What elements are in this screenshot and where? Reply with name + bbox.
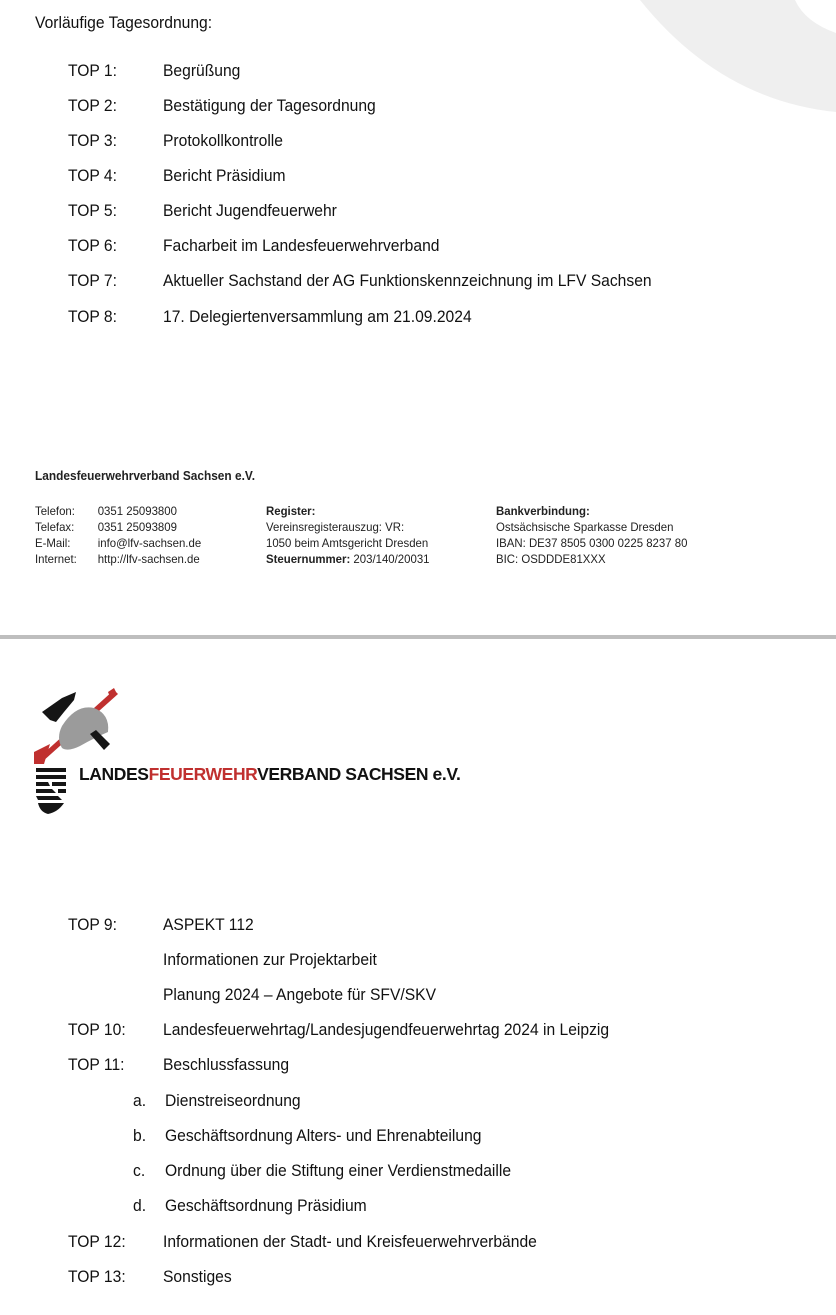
contact-email: info@lfv-sachsen.de [97,536,202,550]
footer-contact [35,503,201,567]
agenda-item-text: Beschlussfassung [163,1055,290,1074]
bank-name: Ostsächsische Sparkasse Dresden [496,520,674,534]
page-separator [0,635,836,639]
subitem-text: Geschäftsordnung Alters- und Ehrenabteilung [165,1126,482,1145]
footer-bank [496,503,687,567]
agenda-item-label: TOP 3: [68,131,117,150]
agenda-item-text: Facharbeit im Landesfeuerwehrverband [163,236,440,255]
agenda-item-label: TOP 1: [68,61,117,80]
contact-fax: 0351 25093809 [97,520,177,534]
contact-key: E-Mail: [35,536,71,550]
footer-org-name: Landesfeuerwehrverband Sachsen e.V. [35,469,256,483]
agenda-item-label: TOP 2: [68,96,117,115]
bank-bic: BIC: OSDDDE81XXX [496,552,606,566]
agenda-item-text: Aktueller Sachstand der AG Funktionskennzeichnung im LFV Sachsen [163,271,652,290]
contact-phone: 0351 25093800 [97,504,177,518]
agenda-item-label: TOP 9: [68,915,117,934]
subitem-text: Dienstreiseordnung [165,1091,301,1110]
agenda-item-text: Bestätigung der Tagesordnung [163,96,376,115]
agenda-item-text: Protokollkontrolle [163,131,283,150]
contact-key: Internet: [35,552,77,566]
agenda-item-text: Bericht Präsidium [163,166,286,185]
agenda-item-label: TOP 5: [68,201,117,220]
agenda-item-label: TOP 10: [68,1020,126,1039]
agenda-item-text: 17. Delegiertenversammlung am 21.09.2024 [163,307,472,326]
subitem-text: Geschäftsordnung Präsidium [165,1196,367,1215]
logo-wordmark [79,764,460,785]
agenda-subitem: Planung 2024 – Angebote für SFV/SKV [163,985,437,1004]
contact-key: Telefax: [35,520,75,534]
register-title: Register: [266,504,316,518]
agenda-item-text: Sonstiges [163,1267,232,1286]
logo-text-verband: VERBAND SACHSEN e.V. [257,764,461,784]
agenda-item-text: Begrüßung [163,61,241,80]
subitem-marker: d. [133,1196,147,1215]
agenda-item-label: TOP 6: [68,236,117,255]
subitem-text: Ordnung über die Stiftung einer Verdienstmedaille [165,1161,512,1180]
agenda-item-label: TOP 12: [68,1232,126,1251]
agenda-item-text: Landesfeuerwehrtag/Landesjugendfeuerwehrtag 2024 in Leipzig [163,1020,610,1039]
agenda-item-text: Bericht Jugendfeuerwehr [163,201,337,220]
agenda-heading: Vorläufige Tagesordnung: [35,13,213,32]
agenda-item-label: TOP 4: [68,166,117,185]
agenda-item-text: ASPEKT 112 [163,915,254,934]
footer-register [266,503,430,567]
logo-text-feuerwehr: FEUERWEHR [148,764,258,784]
register-line: Vereinsregisterauszug: VR: [266,520,405,534]
bank-iban: IBAN: DE37 8505 0300 0225 8237 80 [496,536,688,550]
subitem-marker: a. [133,1091,147,1110]
tax-label: Steuernummer: [266,552,351,566]
subitem-marker: b. [133,1126,147,1145]
contact-website: http://lfv-sachsen.de [97,552,200,566]
agenda-subitem: Informationen zur Projektarbeit [163,950,377,969]
agenda-item-label: TOP 7: [68,271,117,290]
contact-key: Telefon: [35,504,75,518]
register-line: 1050 beim Amtsgericht Dresden [266,536,429,550]
agenda-item-text: Informationen der Stadt- und Kreisfeuerwehrverbände [163,1232,537,1251]
agenda-item-label: TOP 8: [68,307,117,326]
logo-text-landes: LANDES [79,764,149,784]
tax-value: 203/140/20031 [353,552,430,566]
bank-title: Bankverbindung: [496,504,590,518]
agenda-item-label: TOP 13: [68,1267,126,1286]
lfv-logo-icon [28,686,118,818]
agenda-item-label: TOP 11: [68,1055,125,1074]
subitem-marker: c. [133,1161,146,1180]
